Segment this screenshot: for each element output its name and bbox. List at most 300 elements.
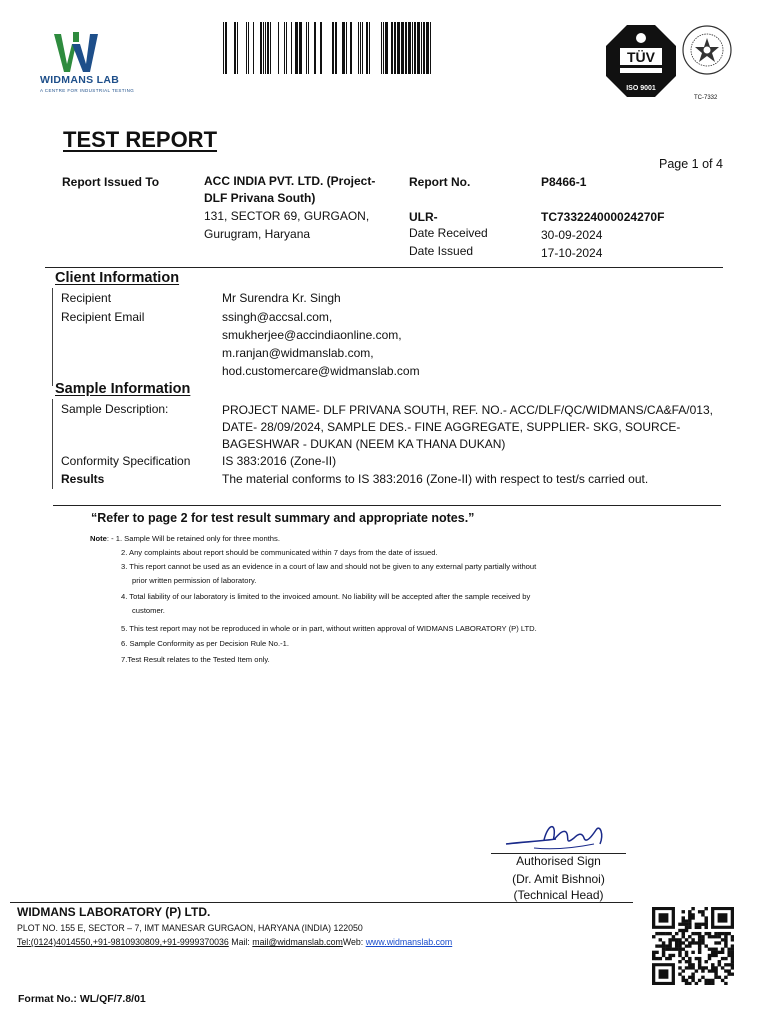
qr-module	[711, 969, 714, 972]
qr-module	[718, 960, 721, 963]
qr-module	[682, 957, 685, 960]
qr-module	[675, 938, 678, 941]
footer-web-label: Web:	[342, 937, 366, 947]
qr-module	[731, 951, 734, 954]
qr-module	[711, 948, 714, 951]
qr-module	[701, 923, 704, 926]
barcode-bar	[394, 22, 396, 74]
date-issued-value: 17-10-2024	[541, 246, 603, 260]
barcode-bar	[320, 22, 322, 74]
signatory-name: (Dr. Amit Bishnoi)	[512, 872, 605, 886]
tuv-mark-text: TÜV	[627, 49, 655, 65]
qr-module	[708, 954, 711, 957]
qr-module	[704, 926, 707, 929]
note-item-3-cont: prior written permission of laboratory.	[132, 576, 257, 585]
qr-module	[714, 935, 717, 938]
qr-module	[688, 926, 691, 929]
qr-module	[662, 948, 665, 951]
qr-module	[711, 979, 714, 982]
barcode-bar	[284, 22, 285, 74]
qr-module	[672, 938, 675, 941]
qr-module	[685, 982, 688, 985]
barcode-bar	[385, 22, 388, 74]
qr-module	[678, 954, 681, 957]
qr-module	[678, 938, 681, 941]
qr-module	[731, 938, 734, 941]
recipient-email-label: Recipient Email	[61, 310, 145, 324]
qr-module	[714, 976, 717, 979]
qr-module	[731, 960, 734, 963]
qr-module	[695, 982, 698, 985]
qr-module	[718, 935, 721, 938]
barcode-bar	[335, 22, 337, 74]
qr-module	[695, 926, 698, 929]
qr-module	[691, 916, 694, 919]
qr-module	[724, 932, 727, 935]
qr-module	[727, 932, 730, 935]
qr-module	[708, 982, 711, 985]
qr-module	[688, 923, 691, 926]
qr-module	[711, 966, 714, 969]
qr-module	[682, 941, 685, 944]
qr-module	[724, 982, 727, 985]
qr-module	[698, 926, 701, 929]
barcode-bar	[270, 22, 271, 74]
note-item-6: 6. Sample Conformity as per Decision Rule No.-1.	[121, 639, 289, 648]
report-issued-to-label: Report Issued To	[62, 175, 160, 189]
barcode-bar	[291, 22, 292, 74]
qr-module	[701, 976, 704, 979]
qr-module	[688, 976, 691, 979]
qr-module	[672, 935, 675, 938]
qr-module	[655, 957, 658, 960]
qr-module	[688, 944, 691, 947]
qr-module	[721, 957, 724, 960]
barcode-bar	[401, 22, 404, 74]
qr-module	[704, 982, 707, 985]
qr-module	[714, 951, 717, 954]
qr-module	[727, 963, 730, 966]
qr-module	[688, 935, 691, 938]
qr-module	[704, 932, 707, 935]
qr-module	[698, 948, 701, 951]
barcode-bar	[267, 22, 269, 74]
qr-module	[701, 966, 704, 969]
divider-top	[45, 267, 723, 268]
note-item-1: 1. Sample Will be retained only for three months.	[115, 534, 280, 543]
qr-module	[685, 929, 688, 932]
qr-module	[678, 973, 681, 976]
barcode-bar	[350, 22, 352, 74]
qr-module	[652, 954, 655, 957]
qr-module	[662, 941, 665, 944]
qr-module	[731, 935, 734, 938]
qr-module	[652, 951, 655, 954]
qr-module	[665, 932, 668, 935]
qr-module	[685, 979, 688, 982]
qr-module	[708, 932, 711, 935]
footer-address: PLOT NO. 155 E, SECTOR – 7, IMT MANESAR GURGAON, HARYANA (INDIA) 122050	[17, 923, 363, 933]
qr-module	[685, 926, 688, 929]
qr-module	[698, 935, 701, 938]
barcode-bar	[397, 22, 400, 74]
qr-module	[711, 982, 714, 985]
barcode-bar	[223, 22, 224, 74]
qr-module	[704, 979, 707, 982]
barcode-bar	[246, 22, 247, 74]
qr-module	[718, 941, 721, 944]
qr-module	[714, 973, 717, 976]
qr-module	[731, 944, 734, 947]
qr-module	[665, 948, 668, 951]
qr-module	[672, 948, 675, 951]
qr-module	[695, 941, 698, 944]
qr-module	[695, 969, 698, 972]
qr-module	[662, 944, 665, 947]
conformity-spec-label: Conformity Specification	[61, 454, 191, 468]
qr-module	[688, 960, 691, 963]
barcode-bar	[408, 22, 411, 74]
barcode-bar	[346, 22, 347, 74]
qr-module	[691, 973, 694, 976]
note-item-4-cont: customer.	[132, 606, 165, 615]
qr-module	[718, 951, 721, 954]
page-title: TEST REPORT	[63, 127, 218, 152]
qr-module	[685, 944, 688, 947]
qr-module	[721, 951, 724, 954]
client-address-line-1: 131, SECTOR 69, GURGAON,	[204, 209, 370, 223]
qr-module	[711, 963, 714, 966]
client-info-rule	[52, 288, 53, 386]
widmans-logo-icon	[52, 30, 100, 74]
barcode-bar	[358, 22, 359, 74]
qr-module	[701, 935, 704, 938]
qr-module	[714, 932, 717, 935]
sample-description-label: Sample Description:	[61, 402, 169, 416]
qr-module	[721, 979, 724, 982]
qr-module	[711, 954, 714, 957]
divider-middle	[53, 505, 721, 506]
qr-module	[704, 907, 707, 910]
qr-module	[698, 941, 701, 944]
qr-module	[682, 919, 685, 922]
qr-code-icon	[652, 907, 734, 985]
qr-module	[668, 938, 671, 941]
qr-module	[727, 948, 730, 951]
qr-module	[655, 944, 658, 947]
note-label: Note	[90, 534, 107, 543]
qr-module	[714, 948, 717, 951]
barcode-bar	[314, 22, 316, 74]
qr-module	[708, 948, 711, 951]
qr-module	[731, 973, 734, 976]
qr-module	[668, 941, 671, 944]
qr-module	[695, 923, 698, 926]
ulr-value: TC733224000024270F	[541, 210, 665, 224]
qr-module	[675, 941, 678, 944]
qr-module	[675, 932, 678, 935]
barcode-bar	[253, 22, 254, 74]
date-received-label: Date Received	[409, 226, 488, 240]
qr-module	[691, 966, 694, 969]
iso-text: ISO 9001	[626, 85, 656, 92]
qr-module	[678, 951, 681, 954]
barcode-bar	[263, 22, 264, 74]
qr-module	[659, 957, 662, 960]
qr-module	[714, 966, 717, 969]
qr-module	[668, 957, 671, 960]
qr-module	[682, 935, 685, 938]
client-name-line-1: ACC INDIA PVT. LTD. (Project-	[204, 174, 376, 188]
qr-module	[678, 948, 681, 951]
qr-module	[714, 969, 717, 972]
qr-module	[721, 948, 724, 951]
barcode-bar	[299, 22, 302, 74]
qr-module	[682, 916, 685, 919]
qr-module	[662, 951, 665, 954]
qr-module	[695, 932, 698, 935]
qr-module	[691, 941, 694, 944]
qr-module	[714, 941, 717, 944]
qr-module	[718, 932, 721, 935]
qr-finder-pattern	[718, 913, 728, 922]
recipient-email-1[interactable]: ssingh@accsal.com,	[222, 310, 333, 324]
qr-module	[698, 960, 701, 963]
qr-module	[662, 954, 665, 957]
page-indicator: Page 1 of 4	[659, 157, 723, 171]
qr-module	[682, 979, 685, 982]
qr-module	[711, 935, 714, 938]
qr-module	[678, 944, 681, 947]
qr-module	[724, 963, 727, 966]
qr-module	[678, 929, 681, 932]
qr-module	[688, 919, 691, 922]
qr-module	[727, 951, 730, 954]
qr-module	[685, 951, 688, 954]
qr-module	[701, 941, 704, 944]
footer-web-link[interactable]: www.widmanslab.com	[365, 937, 453, 947]
barcode-bar	[414, 22, 416, 74]
qr-module	[698, 957, 701, 960]
qr-module	[678, 923, 681, 926]
qr-module	[688, 957, 691, 960]
qr-module	[731, 954, 734, 957]
qr-module	[701, 913, 704, 916]
qr-module	[672, 954, 675, 957]
barcode-bar	[237, 22, 238, 74]
barcode-bar	[342, 22, 345, 74]
qr-module	[704, 919, 707, 922]
barcode-bar	[308, 22, 309, 74]
barcode-bar	[383, 22, 384, 74]
qr-module	[678, 960, 681, 963]
qr-module	[724, 969, 727, 972]
cert-code: TC-7332	[694, 95, 718, 101]
qr-module	[701, 969, 704, 972]
qr-module	[685, 954, 688, 957]
qr-module	[685, 960, 688, 963]
barcode-bar	[381, 22, 382, 74]
qr-module	[727, 969, 730, 972]
qr-module	[662, 932, 665, 935]
results-value: The material conforms to IS 383:2016 (Zone-II) with respect to test/s carried out.	[222, 472, 649, 486]
qr-module	[688, 966, 691, 969]
barcode-bar	[412, 22, 413, 74]
qr-module	[724, 944, 727, 947]
client-address-line-2: Gurugram, Haryana	[204, 227, 311, 241]
results-label: Results	[61, 472, 105, 486]
qr-module	[721, 966, 724, 969]
barcode-bar	[423, 22, 425, 74]
qr-module	[682, 923, 685, 926]
qr-module	[688, 963, 691, 966]
recipient-email-2[interactable]: smukherjee@accindiaonline.com,	[222, 328, 402, 342]
barcode-bar	[430, 22, 431, 74]
qr-module	[688, 910, 691, 913]
qr-module	[668, 948, 671, 951]
qr-module	[685, 966, 688, 969]
qr-module	[704, 916, 707, 919]
qr-module	[714, 954, 717, 957]
sample-description-line-1: PROJECT NAME- DLF PRIVANA SOUTH, REF. NO.- ACC/DLF/QC/WIDMANS/CA&FA/013,	[222, 403, 713, 417]
qr-module	[691, 932, 694, 935]
qr-module	[731, 966, 734, 969]
qr-module	[724, 935, 727, 938]
qr-module	[691, 938, 694, 941]
qr-module	[688, 913, 691, 916]
footer-tel[interactable]: Tel:(0124)4014550,+91-9810930809,+91-9999370036	[17, 937, 229, 947]
qr-module	[704, 923, 707, 926]
qr-module	[678, 966, 681, 969]
qr-module	[701, 938, 704, 941]
qr-module	[708, 935, 711, 938]
qr-module	[688, 982, 691, 985]
qr-module	[678, 941, 681, 944]
qr-module	[708, 957, 711, 960]
qr-module	[695, 957, 698, 960]
footer-mail-link[interactable]: mail@widmanslab.com	[252, 937, 343, 947]
qr-module	[668, 932, 671, 935]
qr-module	[691, 913, 694, 916]
qr-module	[698, 938, 701, 941]
barcode-bar	[405, 22, 407, 74]
qr-module	[685, 923, 688, 926]
note-item-5: 5. This test report may not be reproduced in whole or in part, without written approval of WIDMANS LABORATORY (P) LTD.	[121, 624, 537, 633]
qr-module	[698, 963, 701, 966]
footer-mail-label: Mail:	[228, 937, 253, 947]
qr-module	[691, 951, 694, 954]
qr-module	[691, 963, 694, 966]
qr-module	[724, 941, 727, 944]
tuv-certification-icon	[605, 24, 677, 98]
barcode-bar	[332, 22, 334, 74]
barcode-bar	[286, 22, 287, 74]
qr-module	[731, 957, 734, 960]
barcode-bar	[295, 22, 298, 74]
sample-info-heading: Sample Information	[55, 381, 191, 397]
barcode-bar	[306, 22, 307, 74]
qr-module	[652, 935, 655, 938]
recipient-email-4[interactable]: hod.customercare@widmanslab.com	[222, 364, 420, 378]
accreditation-seal-icon	[681, 24, 733, 84]
barcode-bar	[260, 22, 262, 74]
qr-module	[727, 973, 730, 976]
barcode-icon	[218, 22, 440, 74]
sample-description-line-2: DATE- 28/09/2024, SAMPLE DES.- FINE AGGREGATE, SUPPLIER- SKG, SOURCE-	[222, 420, 681, 434]
qr-module	[718, 976, 721, 979]
qr-module	[704, 966, 707, 969]
date-issued-label: Date Issued	[409, 244, 474, 258]
qr-module	[682, 910, 685, 913]
sample-description-line-3: BAGESHWAR - DUKAN (NEEM KA THANA DUKAN)	[222, 437, 506, 451]
sample-info-rule	[52, 399, 53, 489]
brand-name: WIDMANS LAB	[40, 74, 120, 86]
qr-module	[698, 951, 701, 954]
client-info-heading: Client Information	[55, 270, 180, 286]
barcode-bar	[421, 22, 422, 74]
note-item-4: 4. Total liability of our laboratory is limited to the invoiced amount. No liability will be accepted after the sample received by	[121, 592, 531, 601]
qr-module	[685, 919, 688, 922]
qr-module	[704, 944, 707, 947]
client-name-line-2: DLF Privana South)	[204, 191, 316, 205]
qr-module	[731, 963, 734, 966]
qr-finder-pattern	[659, 969, 669, 978]
qr-module	[708, 969, 711, 972]
qr-module	[698, 910, 701, 913]
qr-module	[655, 932, 658, 935]
format-number: Format No.: WL/QF/7.8/01	[18, 993, 146, 1005]
qr-module	[688, 916, 691, 919]
footer-contact-line	[17, 937, 452, 947]
qr-module	[685, 938, 688, 941]
qr-module	[682, 969, 685, 972]
qr-module	[698, 944, 701, 947]
qr-module	[682, 976, 685, 979]
qr-module	[691, 907, 694, 910]
recipient-email-3[interactable]: m.ranjan@widmanslab.com,	[222, 346, 374, 360]
qr-module	[698, 966, 701, 969]
report-no-value: P8466-1	[541, 175, 587, 189]
qr-module	[668, 944, 671, 947]
barcode-bar	[391, 22, 393, 74]
note-prefix: : -	[106, 534, 116, 543]
qr-module	[698, 923, 701, 926]
qr-module	[724, 938, 727, 941]
barcode-bar	[360, 22, 361, 74]
barcode-bar	[366, 22, 368, 74]
qr-module	[698, 932, 701, 935]
qr-module	[718, 963, 721, 966]
ulr-label: ULR-	[409, 210, 438, 224]
note-row-1	[90, 532, 280, 546]
footer-company-name: WIDMANS LABORATORY (P) LTD.	[17, 905, 211, 919]
barcode-bar	[426, 22, 429, 74]
signature-scribble-icon	[504, 818, 612, 858]
qr-module	[682, 932, 685, 935]
barcode-bar	[234, 22, 236, 74]
qr-module	[731, 948, 734, 951]
qr-module	[698, 979, 701, 982]
brand-tagline: A CENTRE FOR INDUSTRIAL TESTING	[40, 88, 135, 93]
qr-module	[724, 957, 727, 960]
qr-module	[721, 938, 724, 941]
qr-module	[665, 944, 668, 947]
qr-module	[708, 979, 711, 982]
barcode-bar	[225, 22, 227, 74]
qr-module	[691, 976, 694, 979]
qr-module	[659, 932, 662, 935]
divider-footer	[10, 902, 633, 903]
